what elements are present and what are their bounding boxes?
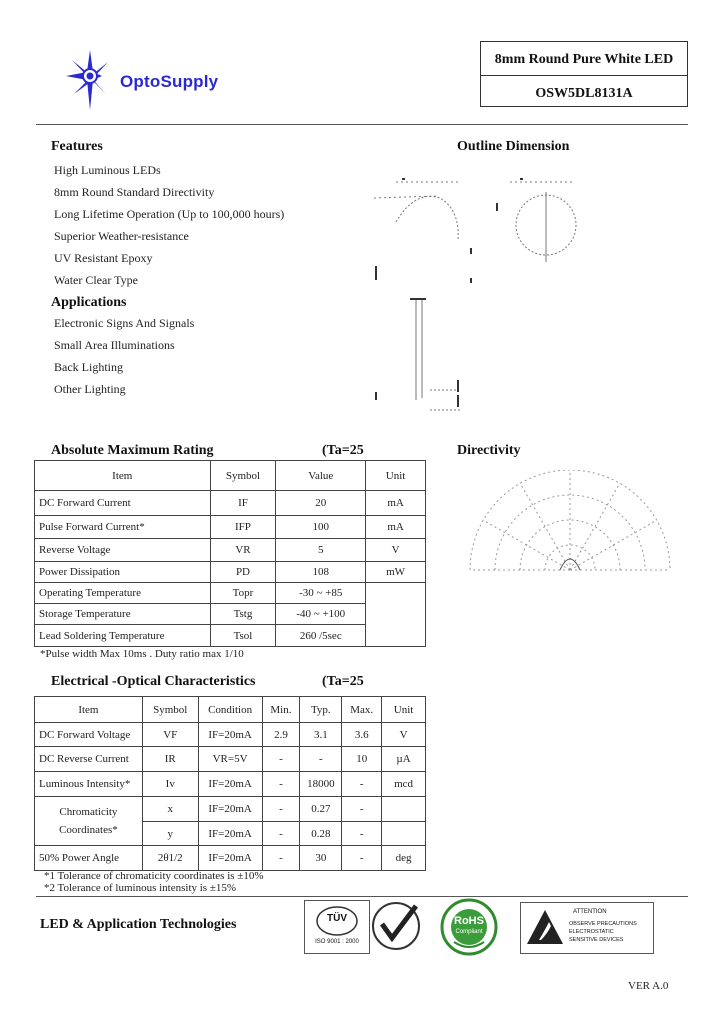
value-cell: 20: [276, 491, 366, 516]
header-cell: Min.: [262, 697, 300, 723]
unit-cell: mW: [366, 562, 426, 583]
typ-cell: -: [300, 747, 342, 772]
max-cell: -: [342, 846, 382, 871]
eo-table: [34, 696, 426, 871]
abs-max-note: *Pulse width Max 10ms . Duty ratio max 1/10: [40, 648, 244, 660]
min-cell: 2.9: [262, 723, 300, 747]
application-item: Small Area Illuminations: [54, 338, 175, 352]
value-cell: 260 /5sec: [276, 625, 366, 647]
table-header-row: [35, 461, 426, 491]
typ-cell: 0.27: [300, 797, 342, 822]
table-header-row: [35, 697, 426, 723]
unit-cell: µA: [382, 747, 426, 772]
table-row: [35, 583, 426, 604]
rohs-badge: [434, 898, 504, 956]
compliance-checkmark-badge: [370, 900, 426, 952]
feature-item: Long Lifetime Operation (Up to 100,000 hours): [54, 207, 285, 221]
header-cell: Item: [35, 697, 143, 723]
attention-line: OBSERVE PRECAUTIONS: [569, 921, 637, 927]
abs-max-condition: (Ta=25: [322, 443, 364, 458]
attention-line: ELECTROSTATIC: [569, 929, 614, 935]
symbol-cell: y: [142, 822, 198, 846]
max-cell: -: [342, 822, 382, 846]
attention-line: SENSITIVE DEVICES: [569, 937, 624, 943]
rohs-label: RoHS: [454, 915, 484, 927]
condition-cell: IF=20mA: [198, 846, 262, 871]
symbol-cell: IR: [142, 747, 198, 772]
chromaticity-item-cell: Chromaticity Coordinates*: [35, 797, 143, 846]
item-cell: Pulse Forward Current*: [35, 516, 211, 539]
item-cell: DC Reverse Current: [35, 747, 143, 772]
header-cell: Symbol: [210, 461, 276, 491]
tuv-iso-badge: [304, 900, 370, 954]
symbol-cell: VF: [142, 723, 198, 747]
unit-cell: [382, 797, 426, 822]
unit-cell: [382, 822, 426, 846]
table-row: [35, 797, 426, 822]
symbol-cell: VR: [210, 539, 276, 562]
condition-cell: IF=20mA: [198, 723, 262, 747]
title-box: [480, 41, 688, 107]
table-row: [35, 846, 426, 871]
symbol-cell: PD: [210, 562, 276, 583]
eo-condition: (Ta=25: [322, 674, 364, 689]
value-cell: 100: [276, 516, 366, 539]
table-row: [35, 539, 426, 562]
header-cell: Value: [276, 461, 366, 491]
eo-heading: Electrical -Optical Characteristics: [51, 674, 256, 689]
unit-cell: mcd: [382, 772, 426, 797]
item-cell: Luminous Intensity*: [35, 772, 143, 797]
esd-warning-triangle-icon: [525, 908, 565, 948]
logo-star-icon: [62, 50, 122, 110]
logo: [62, 50, 274, 110]
features-heading: Features: [51, 139, 103, 154]
unit-cell: V: [366, 539, 426, 562]
condition-cell: IF=20mA: [198, 822, 262, 846]
condition-cell: IF=20mA: [198, 797, 262, 822]
item-cell: Storage Temperature: [35, 604, 211, 625]
symbol-cell: Iv: [142, 772, 198, 797]
outline-dimension-drawing: [360, 170, 580, 420]
item-cell: 50% Power Angle: [35, 846, 143, 871]
max-cell: 10: [342, 747, 382, 772]
checkmark-seal-icon: [370, 900, 426, 952]
value-cell: 108: [276, 562, 366, 583]
part-number: OSW5DL8131A: [535, 86, 633, 101]
version-label: VER A.0: [628, 980, 669, 992]
table-row: [35, 747, 426, 772]
typ-cell: 0.28: [300, 822, 342, 846]
brand-name: OptoSupply: [120, 72, 219, 91]
unit-cell: mA: [366, 491, 426, 516]
iso-label: ISO 9001 : 2000: [315, 939, 359, 945]
abs-max-heading: Absolute Maximum Rating: [51, 443, 214, 458]
table-row: [35, 772, 426, 797]
item-cell: Operating Temperature: [35, 583, 211, 604]
header-cell: Typ.: [300, 697, 342, 723]
item-cell: Power Dissipation: [35, 562, 211, 583]
table-row: [35, 562, 426, 583]
feature-item: UV Resistant Epoxy: [54, 251, 153, 265]
directivity-heading: Directivity: [457, 443, 521, 458]
symbol-cell: 2θ1/2: [142, 846, 198, 871]
item-cell: Reverse Voltage: [35, 539, 211, 562]
feature-item: Superior Weather-resistance: [54, 229, 189, 243]
outline-heading: Outline Dimension: [457, 139, 570, 154]
product-title: 8mm Round Pure White LED: [494, 52, 674, 67]
max-cell: -: [342, 797, 382, 822]
min-cell: -: [262, 747, 300, 772]
feature-item: Water Clear Type: [54, 273, 138, 287]
value-cell: -30 ~ +85: [276, 583, 366, 604]
min-cell: -: [262, 772, 300, 797]
header-cell: Symbol: [142, 697, 198, 723]
condition-cell: VR=5V: [198, 747, 262, 772]
directivity-polar-chart: [465, 470, 675, 580]
value-cell: -40 ~ +100: [276, 604, 366, 625]
header-cell: Condition: [198, 697, 262, 723]
typ-cell: 18000: [300, 772, 342, 797]
applications-heading: Applications: [51, 295, 127, 310]
tuv-logo-icon: [305, 901, 369, 953]
header-cell: Unit: [366, 461, 426, 491]
value-cell: 5: [276, 539, 366, 562]
feature-item: High Luminous LEDs: [54, 163, 161, 177]
footer-divider: [36, 896, 688, 897]
company-name: LED & Application Technologies: [40, 917, 237, 932]
esd-attention-badge: [520, 902, 654, 954]
symbol-cell: Tsol: [210, 625, 276, 647]
rohs-seal-icon: [434, 898, 504, 956]
header-divider: [36, 124, 688, 125]
tuv-label: TÜV: [327, 913, 347, 924]
symbol-cell: Tstg: [210, 604, 276, 625]
attention-title: ATTENTION: [573, 909, 607, 915]
unit-cell: [366, 583, 426, 647]
eo-note-2: *2 Tolerance of luminous intensity is ±15%: [44, 882, 237, 894]
eo-note-1: *1 Tolerance of chromaticity coordinates is ±10%: [44, 870, 264, 882]
max-cell: 3.6: [342, 723, 382, 747]
application-item: Back Lighting: [54, 360, 123, 374]
header-cell: Max.: [342, 697, 382, 723]
abs-max-table: [34, 460, 426, 647]
unit-cell: mA: [366, 516, 426, 539]
item-cell: Lead Soldering Temperature: [35, 625, 211, 647]
min-cell: -: [262, 822, 300, 846]
symbol-cell: IFP: [210, 516, 276, 539]
header-cell: Item: [35, 461, 211, 491]
table-row: [35, 491, 426, 516]
feature-item: 8mm Round Standard Directivity: [54, 185, 215, 199]
condition-cell: IF=20mA: [198, 772, 262, 797]
table-row: [35, 516, 426, 539]
application-item: Electronic Signs And Signals: [54, 316, 195, 330]
typ-cell: 30: [300, 846, 342, 871]
unit-cell: deg: [382, 846, 426, 871]
symbol-cell: IF: [210, 491, 276, 516]
header-cell: Unit: [382, 697, 426, 723]
rohs-compliant-label: Compliant: [455, 929, 483, 935]
min-cell: -: [262, 846, 300, 871]
typ-cell: 3.1: [300, 723, 342, 747]
item-cell: DC Forward Current: [35, 491, 211, 516]
application-item: Other Lighting: [54, 382, 126, 396]
symbol-cell: x: [142, 797, 198, 822]
table-row: [35, 723, 426, 747]
item-cell: DC Forward Voltage: [35, 723, 143, 747]
symbol-cell: Topr: [210, 583, 276, 604]
max-cell: -: [342, 772, 382, 797]
min-cell: -: [262, 797, 300, 822]
unit-cell: V: [382, 723, 426, 747]
